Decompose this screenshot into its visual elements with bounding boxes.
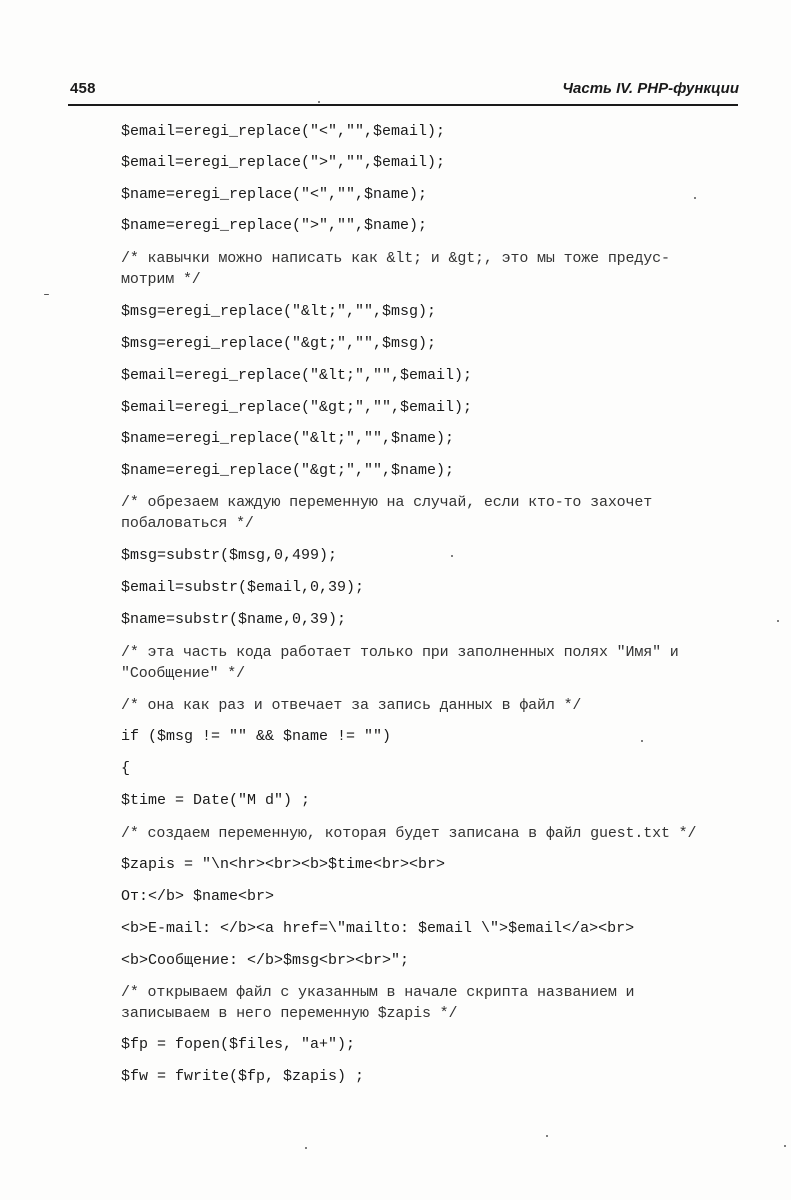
code-line: $name=substr($name,0,39); — [121, 611, 347, 628]
comment-line: /* создаем переменную, которая будет записана в файл guest.txt */ — [121, 825, 697, 842]
code-line: if ($msg != "" && $name != "") — [121, 728, 392, 745]
comment-line: /* она как раз и отвечает за запись данных в файл */ — [121, 697, 582, 714]
code-line: $msg=eregi_replace("&lt;","",$msg); — [121, 303, 437, 320]
code-line: $fw = fwrite($fp, $zapis) ; — [121, 1068, 365, 1085]
page-number: 458 — [70, 80, 96, 97]
header-rule — [68, 104, 738, 106]
comment-line: /* кавычки можно написать как &lt; и &gt;, это мы тоже предус- — [121, 250, 670, 267]
scan-speck — [44, 294, 49, 295]
scan-speck — [777, 620, 779, 622]
comment-line: "Сообщение" */ — [121, 665, 245, 682]
comment-line: /* обрезаем каждую переменную на случай, если кто-то захочет — [121, 494, 653, 511]
code-line: { — [121, 760, 131, 777]
code-line: $msg=substr($msg,0,499); — [121, 547, 338, 564]
code-line: <b>Сообщение: </b>$msg<br><br>"; — [121, 952, 410, 969]
comment-line: побаловаться */ — [121, 515, 254, 532]
scan-speck — [546, 1135, 548, 1137]
code-line: $email=eregi_replace(">","",$email); — [121, 154, 446, 171]
code-line: $email=eregi_replace("&gt;","",$email); — [121, 399, 473, 416]
code-line: От:</b> $name<br> — [121, 888, 275, 905]
code-line: $fp = fopen($files, "a+"); — [121, 1036, 356, 1053]
code-line: $email=substr($email,0,39); — [121, 579, 365, 596]
comment-line: /* эта часть кода работает только при заполненных полях "Имя" и — [121, 644, 679, 661]
code-line: $email=eregi_replace("<","",$email); — [121, 123, 446, 140]
code-line: $email=eregi_replace("&lt;","",$email); — [121, 367, 473, 384]
comment-line: мотрим */ — [121, 271, 201, 288]
code-line: $msg=eregi_replace("&gt;","",$msg); — [121, 335, 437, 352]
scan-speck — [641, 740, 643, 742]
scan-speck — [694, 197, 696, 199]
code-line: $time = Date("M d") ; — [121, 792, 311, 809]
scan-speck — [784, 1145, 786, 1147]
comment-line: /* открываем файл с указанным в начале скрипта названием и — [121, 984, 635, 1001]
code-line: <b>E-mail: </b><a href=\"mailto: $email \">$email</a><br> — [121, 920, 635, 937]
code-line: $name=eregi_replace("<","",$name); — [121, 186, 428, 203]
code-line: $name=eregi_replace("&gt;","",$name); — [121, 462, 455, 479]
code-line: $zapis = "\n<hr><br><b>$time<br><br> — [121, 856, 446, 873]
code-line: $name=eregi_replace(">","",$name); — [121, 217, 428, 234]
running-head: Часть IV. PHP-функции — [562, 80, 739, 97]
scan-speck — [305, 1147, 307, 1149]
scan-speck — [451, 555, 453, 557]
scan-speck — [318, 101, 320, 103]
code-line: $name=eregi_replace("&lt;","",$name); — [121, 430, 455, 447]
comment-line: записываем в него переменную $zapis */ — [121, 1005, 458, 1022]
